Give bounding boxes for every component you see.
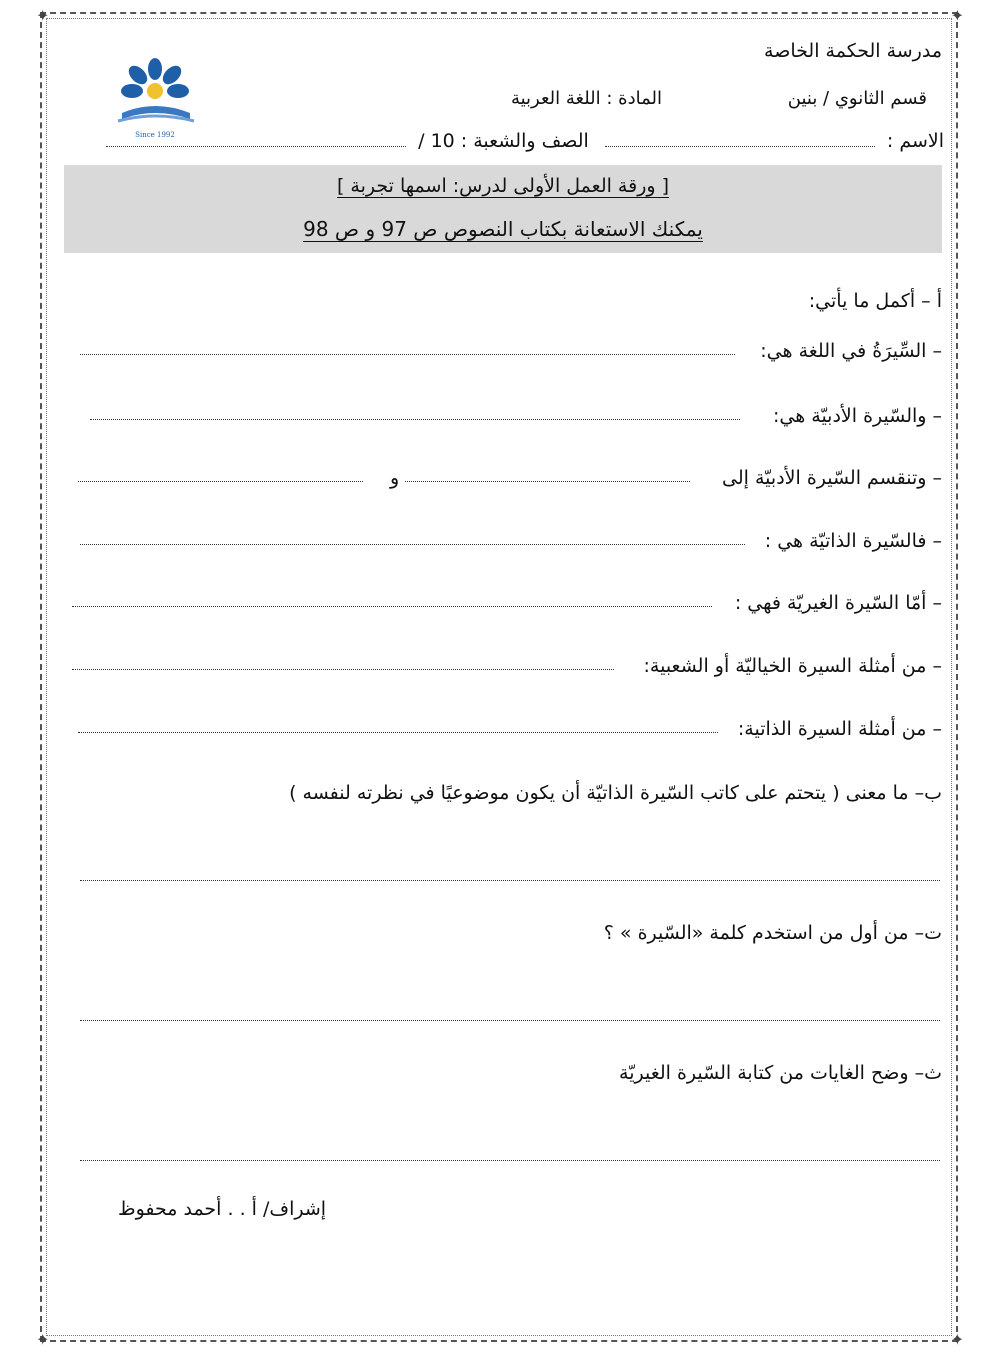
logo-petals xyxy=(121,58,189,99)
answer-line[interactable] xyxy=(80,354,735,355)
class-field[interactable] xyxy=(106,130,406,147)
class-label: الصف والشعبة : 10 / xyxy=(418,130,589,152)
answer-line[interactable] xyxy=(78,732,718,733)
corner-ornament: ✦ xyxy=(36,1330,50,1349)
answer-line[interactable] xyxy=(80,880,940,881)
question-item: – وتنقسم السّيرة الأدبيّة إلى xyxy=(722,467,942,489)
supervisor-signature: إشراف/ أ . . أحمد محفوظ xyxy=(118,1198,327,1220)
answer-line[interactable] xyxy=(78,481,363,482)
question-item: – السِّيرَةُ في اللغة هي: xyxy=(760,340,942,362)
worksheet-note-line xyxy=(64,217,942,241)
school-name: مدرسة الحكمة الخاصة xyxy=(764,40,942,62)
question-item: – أمّا السّيرة الغيريّة فهي : xyxy=(734,592,942,614)
question-b: ب– ما معنى ( يتحتم على كاتب السّيرة الذاتيّة أن يكون موضوعيًا في نظرته لنفسه ) xyxy=(289,782,942,804)
connector-and: و xyxy=(390,467,400,489)
worksheet-title-line xyxy=(64,175,942,197)
department-label: قسم الثانوي / بنين xyxy=(787,88,927,109)
answer-line[interactable] xyxy=(72,606,712,607)
answer-line[interactable] xyxy=(80,1020,940,1021)
logo-caption: Since 1992 xyxy=(135,131,175,139)
question-t: ت– من أول من استخدم كلمة «السّيرة » ؟ xyxy=(603,922,942,944)
answer-line[interactable] xyxy=(405,481,690,482)
corner-ornament: ✦ xyxy=(36,6,50,25)
worksheet-note: يمكنك الاستعانة بكتاب النصوص ص 97 و ص 98 xyxy=(303,217,703,241)
answer-line[interactable] xyxy=(80,544,745,545)
worksheet-title: [ ورقة العمل الأولى لدرس: اسمها تجربة ] xyxy=(336,175,670,197)
corner-ornament: ✦ xyxy=(950,1330,964,1349)
answer-line[interactable] xyxy=(90,419,740,420)
name-class-row xyxy=(68,130,944,160)
name-label: الاسم : xyxy=(886,130,944,152)
subject-label: المادة : اللغة العربية xyxy=(510,88,662,109)
section-a-heading: أ – أكمل ما يأتي: xyxy=(808,290,942,312)
answer-line[interactable] xyxy=(80,1160,940,1161)
question-item: – والسّيرة الأدبيّة هي: xyxy=(772,405,942,427)
answer-line[interactable] xyxy=(72,669,614,670)
worksheet-banner xyxy=(64,165,942,253)
name-field[interactable] xyxy=(605,130,875,147)
question-item: – من أمثلة السيرة الخياليّة أو الشعبية: xyxy=(643,655,942,677)
question-th: ث– وضح الغايات من كتابة السّيرة الغيريّة xyxy=(619,1062,942,1084)
question-item: – فالسّيرة الذاتيّة هي : xyxy=(764,530,942,552)
corner-ornament: ✦ xyxy=(950,6,964,25)
question-item: – من أمثلة السيرة الذاتية: xyxy=(737,718,942,740)
